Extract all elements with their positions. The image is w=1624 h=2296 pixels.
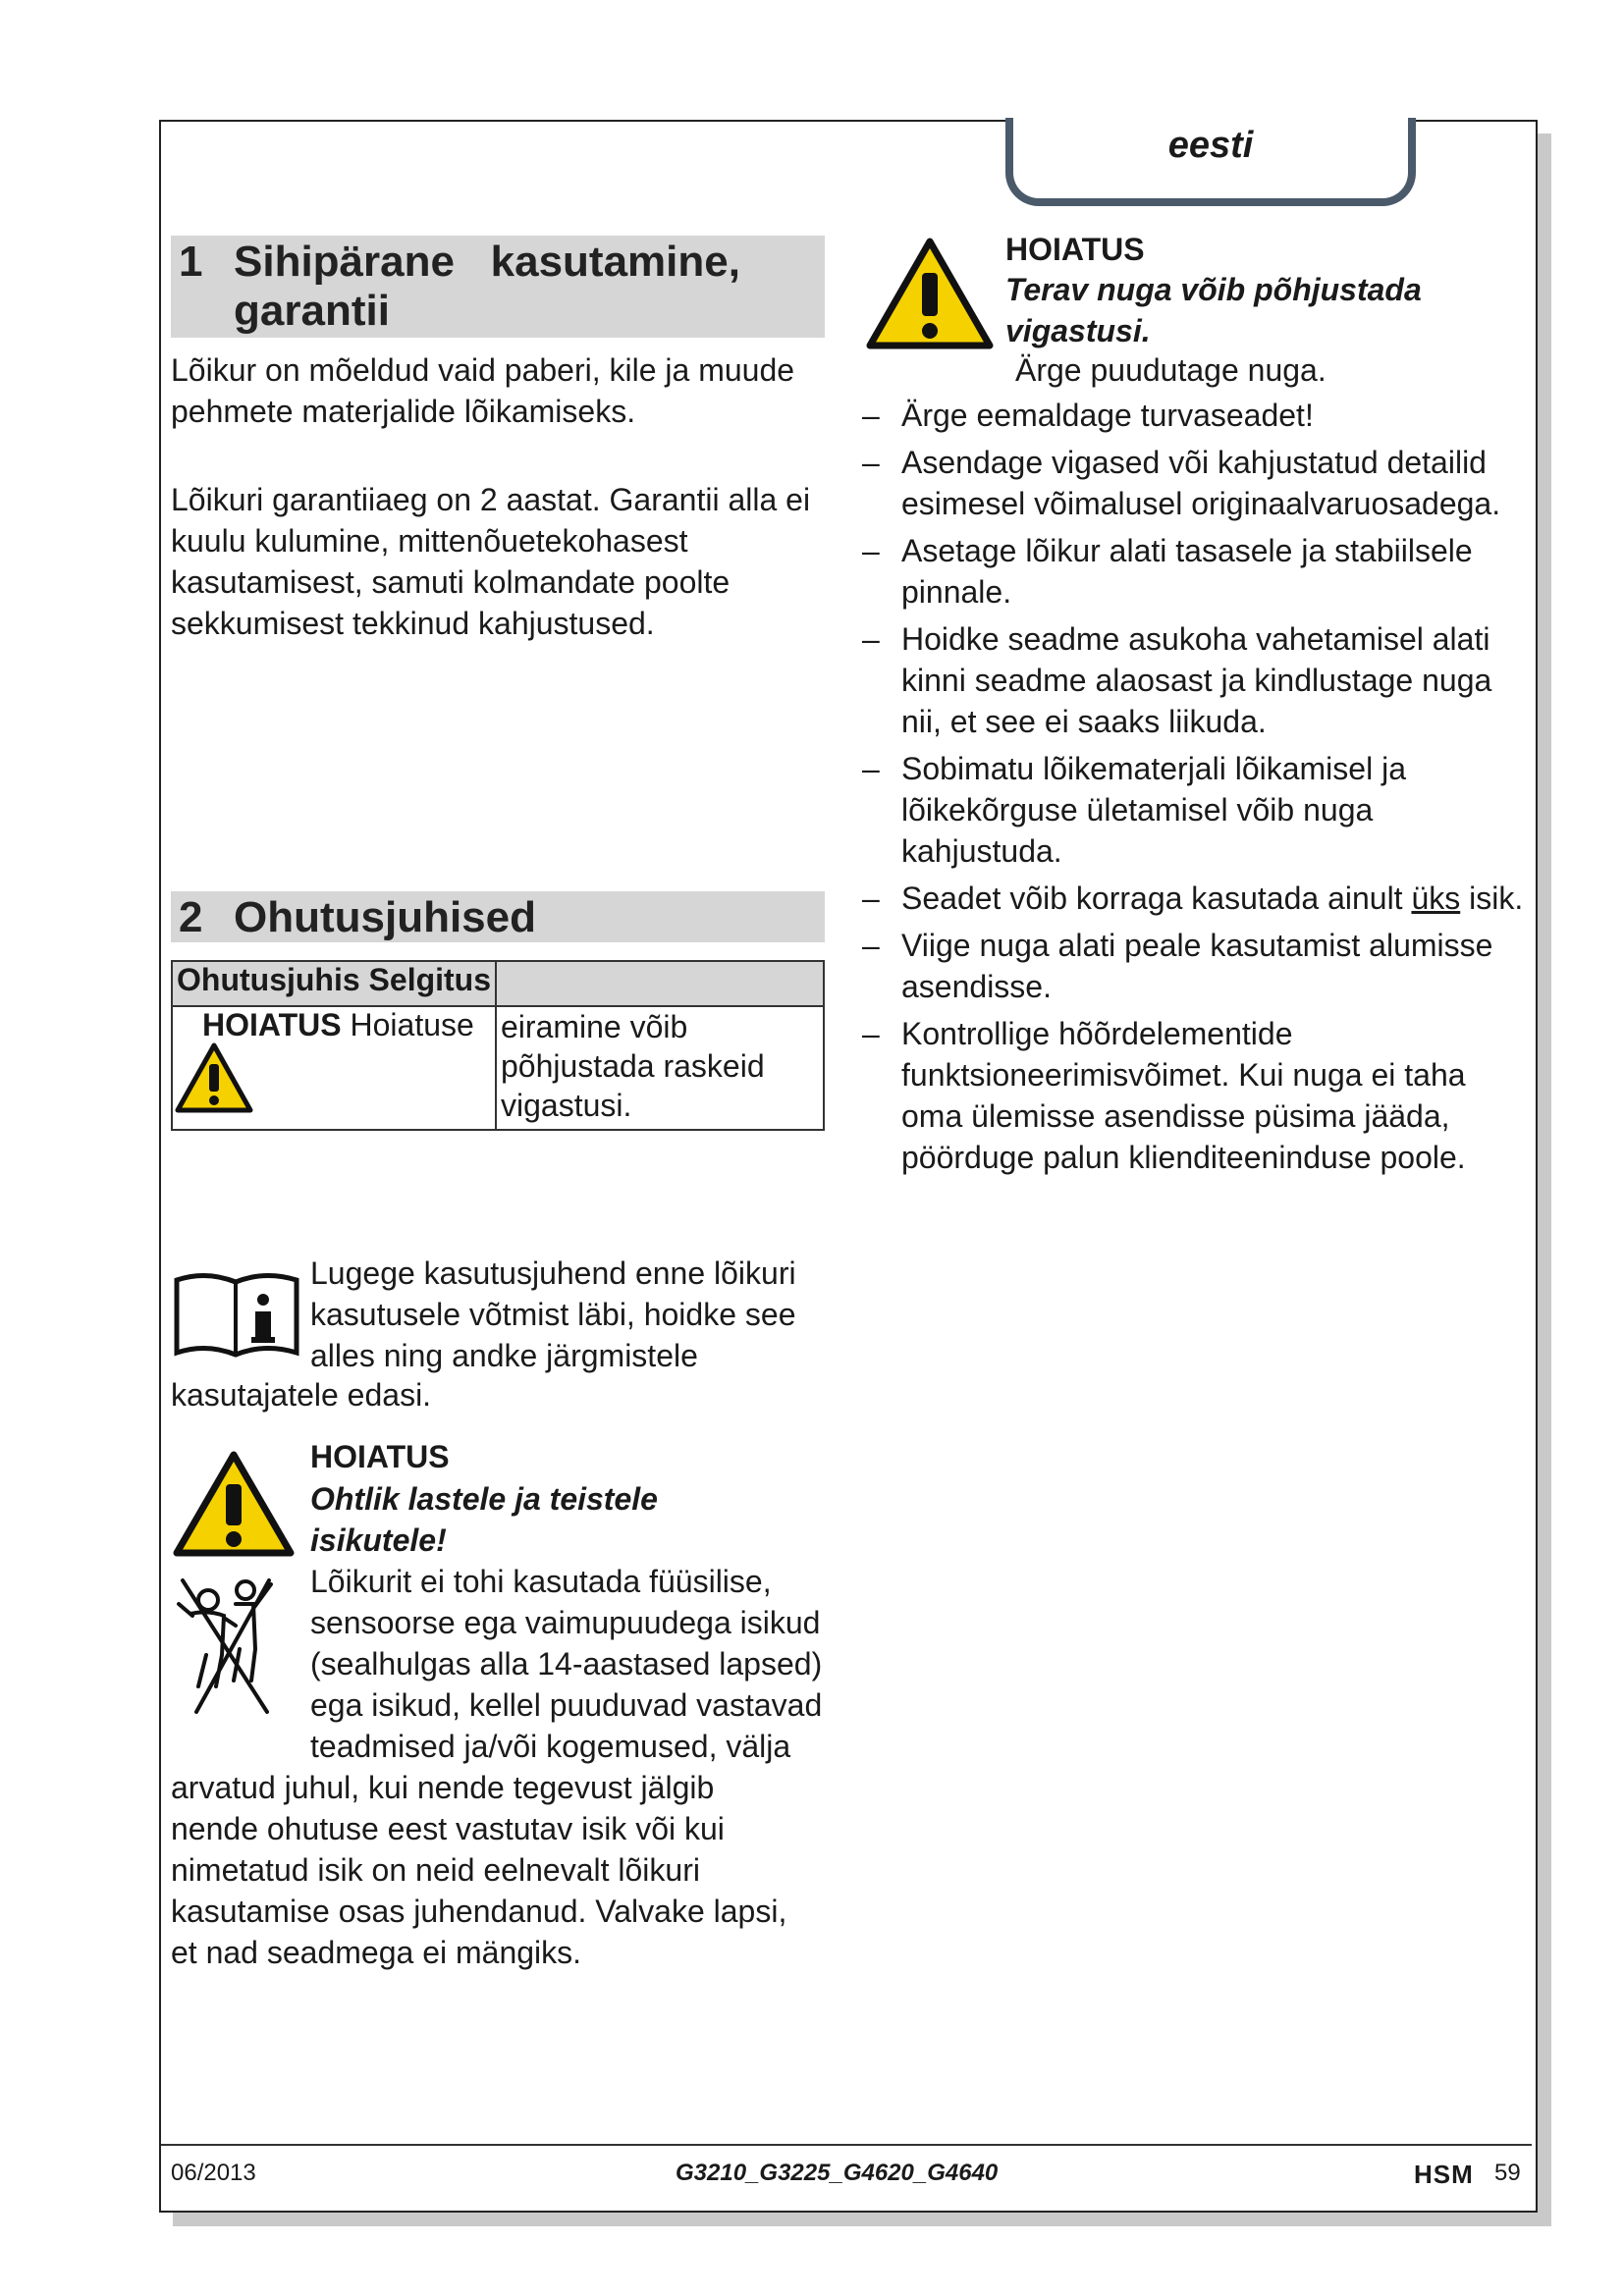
safety-table [171, 960, 825, 1131]
read-manual-text: Lugege kasutusjuhend enne lõikuri kasutusele võtmist läbi, hoidke see alles ning andke järgmistele [310, 1255, 796, 1373]
table-warning-text1: Hoiatuse [350, 1007, 474, 1042]
list-item: – Viige nuga alati peale kasutamist alumisse asendisse. [862, 925, 1530, 1007]
page-number: 59 [1494, 2160, 1521, 2186]
table-warning-cell [172, 1006, 496, 1130]
list-item: – Seadet võib korraga kasutada ainult üks isik. [862, 878, 1530, 919]
children-warning-text: Lõikurit ei tohi kasutada füüsilise, sensoorse ega vaimupuudega isikud (sealhulgas alla 14-aastased lapsed) ega isikud, kellel puuduvad vastavad teadmised ja/või kogemused, välja [310, 1564, 823, 1764]
section1-heading [171, 236, 825, 338]
list-item: – Asetage lõikur alati tasasele ja stabiilsele pinnale. [862, 530, 1530, 613]
list-item: – Ärge eemaldage turvaseadet! [862, 395, 1530, 436]
language-tab: eesti [1005, 118, 1416, 206]
table-header-2 [496, 961, 824, 1006]
section2-heading [171, 891, 825, 942]
knife-warning-subtitle: Terav nuga võib põhjustada vigastusi. [1005, 272, 1422, 348]
section1-title-line2: garantii [234, 287, 390, 335]
footer-brand-logo: HSM [1414, 2160, 1474, 2189]
section1-para1: Lõikur on mõeldud vaid paberi, kile ja muude pehmete materjalide lõikamiseks. [171, 352, 795, 429]
table-warning-label: HOIATUS [202, 1007, 342, 1042]
knife-warning-first-line: Ärge puudutage nuga. [1015, 352, 1326, 388]
no-children-icon [173, 1571, 281, 1718]
list-item: – Hoidke seadme asukoha vahetamisel alati kinni seadme alaosast ja kindlustage nuga nii, et see ei saaks liikuda. [862, 618, 1530, 742]
section2-number: 2 [179, 893, 203, 941]
table-explanation-cell: eiramine võib põhjustada raskeid vigastusi. [496, 1006, 824, 1130]
section1-para2: Lõikuri garantiiaeg on 2 aastat. Garantii alla ei kuulu kulumine, mittenõuetekohasest kasutamisest, samuti kolmandate poolte sekkumisest tekkinud kahjustused. [171, 482, 811, 641]
footer-models: G3210_G3225_G4620_G4640 [676, 2160, 999, 2186]
safety-bullet-list [862, 395, 1530, 1184]
list-item: – Asendage vigased või kahjustatud detailid esimesel võimalusel originaalvaruosadega. [862, 442, 1530, 524]
warning-icon [866, 238, 994, 351]
list-item: – Kontrollige hõõrdelementide funktsioneerimisvõimet. Kui nuga ei taha oma ülemisse asendisse püsima jääda, pöörduge palun klienditeeninduse poole. [862, 1013, 1530, 1178]
table-header-1: Ohutusjuhis Selgitus [172, 961, 496, 1006]
children-warning-text-end: arvatud juhul, kui nende tegevust jälgib nende ohutuse eest vastutav isik või kui nimetatud isik on neid eelnevalt lõikuri kasutamise osas juhendanud. Valvake lapsi, et nad seadmega ei mängiks. [171, 1770, 787, 1970]
warning-icon [175, 1042, 253, 1113]
section1-number: 1 [179, 238, 203, 286]
children-warning-label: HOIATUS [310, 1439, 450, 1474]
warning-icon [173, 1451, 295, 1559]
knife-warning-label: HOIATUS [1005, 232, 1145, 267]
footer-date: 06/2013 [171, 2160, 256, 2186]
section2-title: Ohutusjuhised [234, 893, 536, 941]
read-manual-icon [173, 1266, 300, 1361]
section1-title-line1: Sihipärane kasutamine, [234, 238, 740, 286]
children-warning-subtitle: Ohtlik lastele ja teistele isikutele! [310, 1481, 658, 1558]
list-item: – Sobimatu lõikematerjali lõikamisel ja lõikekõrguse ületamisel võib nuga kahjustuda. [862, 748, 1530, 872]
read-manual-text-end: kasutajatele edasi. [171, 1377, 432, 1413]
footer-divider [161, 2144, 1532, 2146]
